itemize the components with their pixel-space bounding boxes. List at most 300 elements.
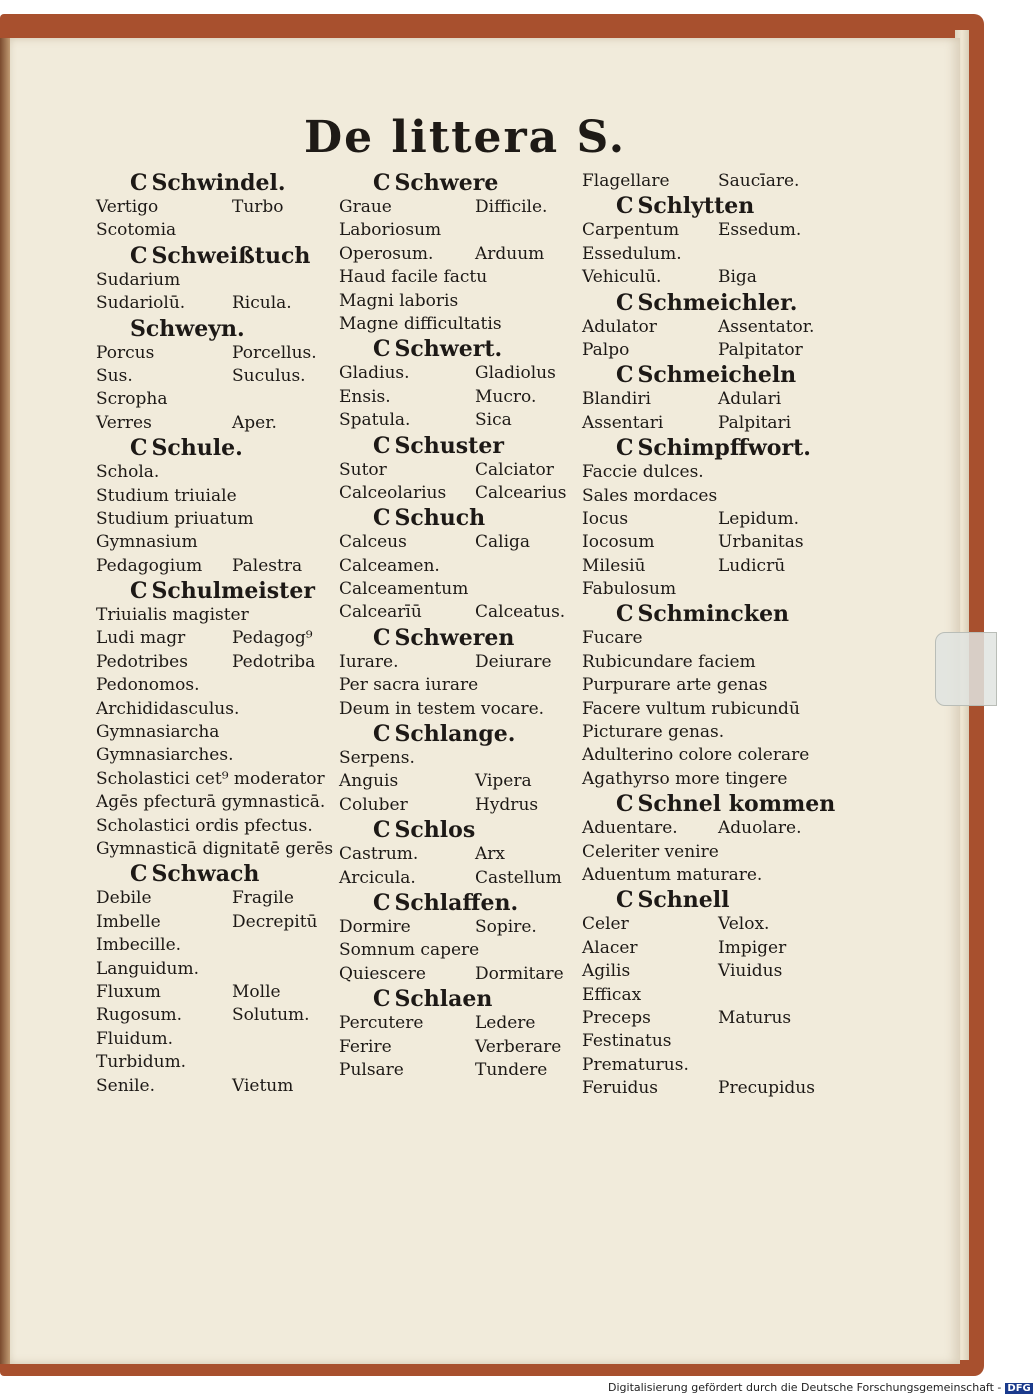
paragraph-mark: C: [616, 289, 634, 316]
term-left: Magne difficultatis: [339, 313, 502, 334]
entry-heading: [339, 817, 574, 843]
heading-text: Schmeicheln: [637, 362, 797, 389]
entry-line: [582, 817, 817, 840]
term-left: Sus.: [96, 365, 133, 386]
term-left: Ludi magr: [96, 628, 186, 649]
term-left: Scropha: [96, 389, 168, 410]
term-left: Debile: [96, 888, 152, 909]
entry-heading: [339, 433, 574, 459]
paragraph-mark: C: [373, 889, 391, 916]
term-left: Iocosum: [582, 532, 655, 553]
term-left: Efficax: [582, 984, 642, 1005]
term-left: Preceps: [582, 1007, 651, 1028]
entry-heading: [339, 890, 574, 916]
paragraph-mark: C: [616, 362, 634, 389]
term-left: Calceamen.: [339, 555, 440, 576]
entry-line: [96, 1051, 331, 1074]
entry-line: [96, 461, 331, 484]
paragraph-mark: C: [373, 505, 391, 532]
entry-heading: [339, 505, 574, 531]
entry-line: [582, 1054, 817, 1077]
entry-line: [582, 937, 817, 960]
entry-heading: [96, 578, 331, 604]
term-right: Ludicrū: [718, 555, 786, 576]
heading-text: Schwere: [394, 170, 499, 196]
entry-line: [96, 1075, 331, 1098]
term-left: Facere vultum rubicundū: [582, 698, 800, 719]
term-left: Anguis: [339, 771, 399, 792]
term-left: Studium priuatum: [96, 508, 254, 529]
entry-line: [96, 768, 331, 791]
term-right: Dormitare: [475, 963, 564, 984]
entry-line: [339, 1059, 574, 1082]
term-right: Mucro.: [475, 386, 537, 407]
entry-line: [96, 744, 331, 767]
entry-heading: [582, 435, 817, 461]
term-left: Vertigo: [96, 197, 159, 217]
term-right: Calcearius: [475, 482, 567, 503]
entry-line: [339, 651, 574, 674]
entry-line: [339, 939, 574, 962]
heading-text: Schweißtuch: [151, 242, 311, 269]
entry-line: [96, 1004, 331, 1027]
term-left: Archididasculus.: [96, 698, 240, 719]
entry-line: [339, 531, 574, 554]
heading-text: Schuster: [394, 432, 504, 459]
term-left: Scholastici cet⁹ moderator: [96, 768, 325, 789]
paragraph-mark: C: [373, 624, 391, 651]
entry-line: [96, 981, 331, 1004]
entry-heading: [96, 170, 331, 196]
entry-heading: [96, 861, 331, 887]
heading-text: Schmincken: [637, 601, 790, 628]
entry-line: [582, 841, 817, 864]
entry-line: [96, 604, 331, 627]
entry-line: [96, 1028, 331, 1051]
entry-line: [96, 269, 331, 292]
entry-line: [339, 578, 574, 601]
term-left: Imbelle: [96, 911, 161, 932]
entry-line: [96, 721, 331, 744]
entry-line: [96, 791, 331, 814]
entry-line: [339, 770, 574, 793]
term-left: Per sacra iurare: [339, 675, 479, 696]
term-left: Rubicundare faciem: [582, 651, 756, 672]
term-left: Sales mordaces: [582, 485, 718, 506]
entry-line: [96, 958, 331, 981]
term-left: Pedotribes: [96, 651, 188, 672]
entry-line: [582, 461, 817, 484]
term-left: Calceamentum: [339, 579, 469, 600]
entry-line: [339, 794, 574, 817]
term-right: Palpitari: [718, 412, 792, 433]
footer-credit: [608, 1381, 1033, 1394]
term-left: Serpens.: [339, 748, 415, 769]
term-right: Solutum.: [232, 1005, 310, 1026]
term-left: Operosum.: [339, 243, 434, 264]
heading-text: Schnel kommen: [637, 791, 836, 818]
term-left: Assentari: [582, 412, 664, 433]
entry-line: [96, 838, 334, 861]
term-left: Iurare.: [339, 651, 399, 672]
term-left: Fluidum.: [96, 1028, 173, 1049]
term-right: Caliga: [475, 532, 531, 553]
term-left: Percutere: [339, 1013, 424, 1034]
term-right: Calciator: [475, 459, 554, 480]
dfg-logo: DFG: [1007, 1383, 1031, 1394]
entry-line: [339, 409, 574, 432]
page-clip: [935, 632, 997, 706]
entry-line: [582, 627, 817, 650]
term-right: Hydrus: [475, 794, 539, 815]
heading-text: Schuch: [394, 505, 486, 532]
term-right: Saucīare.: [718, 171, 800, 191]
entry-line: [96, 412, 331, 435]
entry-line: [582, 744, 817, 767]
entry-line: [96, 292, 331, 315]
entry-line: [96, 627, 331, 650]
entry-line: [339, 362, 574, 385]
entry-heading: [339, 625, 574, 651]
paragraph-mark: C: [373, 432, 391, 459]
entry-line: [339, 313, 574, 336]
term-right: Pedotriba: [232, 651, 316, 672]
entry-line: [339, 867, 574, 890]
entry-line: [582, 412, 817, 435]
entry-line: [339, 916, 574, 939]
footer-text: Digitalisierung gefördert durch die Deutsche Forschungsgemeinschaft -: [608, 1381, 1002, 1394]
paragraph-mark: C: [373, 721, 391, 748]
entry-line: [339, 1036, 574, 1059]
entry-line: [96, 219, 331, 242]
paragraph-mark: C: [616, 791, 634, 818]
paragraph-mark: C: [616, 193, 634, 220]
heading-text: Schweyn.: [130, 315, 245, 342]
entry-heading: [339, 170, 574, 196]
entry-line: [339, 1012, 574, 1035]
term-right: Vietum: [232, 1075, 294, 1096]
entry-line: [339, 843, 574, 866]
term-left: Vehiculū.: [582, 267, 662, 288]
entry-line: [339, 482, 574, 505]
term-left: Sutor: [339, 459, 387, 480]
term-left: Scotomia: [96, 220, 177, 241]
term-left: Flagellare: [582, 171, 670, 191]
entry-heading: [96, 435, 331, 461]
term-right: Assentator.: [718, 316, 815, 337]
term-left: Adulator: [582, 316, 657, 337]
entry-heading: [582, 362, 817, 388]
entry-line: [582, 508, 817, 531]
term-left: Castrum.: [339, 844, 419, 865]
entry-heading: [582, 791, 836, 818]
term-left: Ferire: [339, 1036, 392, 1057]
term-right: Ledere: [475, 1013, 536, 1034]
term-right: Impiger: [718, 937, 787, 958]
entry-line: [339, 698, 574, 721]
paragraph-mark: C: [373, 170, 391, 196]
term-left: Agilis: [582, 961, 631, 982]
page-title: De littera S.: [303, 112, 627, 163]
term-right: Vipera: [475, 771, 532, 792]
column-1: [96, 170, 334, 1098]
column-3: [582, 170, 836, 1101]
term-left: Gladius.: [339, 363, 410, 384]
term-left: Deum in testem vocare.: [339, 698, 545, 719]
paragraph-mark: C: [130, 578, 148, 605]
term-left: Haud facile factu: [339, 267, 488, 288]
term-left: Calcearīū: [339, 602, 422, 623]
entry-line: [96, 815, 331, 838]
term-left: Studium triuiale: [96, 485, 237, 506]
entry-line: [582, 219, 817, 242]
term-right: Pedagog⁹: [232, 628, 313, 649]
term-right: Fragile: [232, 888, 294, 909]
term-left: Spatula.: [339, 410, 411, 431]
term-left: Essedulum.: [582, 243, 682, 264]
term-left: Quiescere: [339, 963, 426, 984]
term-left: Agathyrso more tingere: [582, 768, 788, 789]
term-left: Sudarium: [96, 269, 181, 290]
term-right: Viuidus: [718, 961, 783, 982]
term-left: Milesiū: [582, 555, 646, 576]
term-left: Coluber: [339, 794, 408, 815]
entry-line: [582, 531, 817, 554]
term-left: Aduentare.: [582, 818, 678, 839]
term-left: Agēs pfecturā gymnasticā.: [96, 792, 326, 813]
term-left: Adulterino colore colerare: [582, 745, 810, 766]
term-left: Celeriter venire: [582, 841, 719, 862]
term-left: Senile.: [96, 1075, 155, 1096]
entry-heading: [339, 986, 574, 1012]
entry-heading: [339, 336, 574, 362]
entry-line: [582, 243, 817, 266]
paragraph-mark: C: [130, 861, 148, 888]
paragraph-mark: C: [616, 887, 634, 914]
entry-line: [339, 219, 574, 242]
term-left: Gymnasiarches.: [96, 745, 234, 766]
paragraph-mark: C: [616, 601, 634, 628]
term-right: Precupidus: [718, 1078, 815, 1099]
heading-text: Schlos: [394, 817, 476, 844]
term-left: Arcicula.: [339, 867, 416, 888]
term-left: Ensis.: [339, 386, 391, 407]
term-right: Gladiolus: [475, 363, 556, 384]
entry-line: [582, 266, 817, 289]
entry-line: [339, 747, 574, 770]
term-left: Magni laboris: [339, 290, 459, 311]
heading-text: Schimpffwort.: [637, 435, 811, 462]
term-right: Tundere: [475, 1059, 548, 1080]
term-left: Porcus: [96, 342, 155, 363]
term-right: Maturus: [718, 1007, 792, 1028]
entry-line: [96, 342, 331, 365]
heading-text: Schlaen: [394, 986, 493, 1013]
term-left: Sudariolū.: [96, 293, 186, 314]
term-left: Alacer: [582, 937, 638, 958]
entry-line: [582, 1077, 817, 1100]
entry-line: [582, 485, 817, 508]
term-right: Sopire.: [475, 916, 537, 937]
term-right: Lepidum.: [718, 508, 800, 529]
entry-heading: [96, 316, 331, 342]
entry-line: [582, 960, 817, 983]
term-right: Castellum: [475, 867, 562, 888]
term-left: Laboriosum: [339, 220, 442, 241]
entry-line: [339, 386, 574, 409]
paragraph-mark: C: [373, 986, 391, 1013]
term-left: Gymnasiarcha: [96, 722, 220, 743]
term-right: Aper.: [232, 412, 277, 433]
entry-line: [339, 963, 574, 986]
term-left: Scholastici ordis pfectus.: [96, 815, 313, 836]
term-left: Graue: [339, 197, 392, 217]
entry-line: [582, 1030, 817, 1053]
term-left: Calceolarius: [339, 482, 447, 503]
term-left: Festinatus: [582, 1031, 672, 1052]
term-left: Fucare: [582, 628, 643, 649]
term-left: Pedagogium: [96, 555, 203, 576]
term-right: Ricula.: [232, 293, 292, 314]
heading-text: Schweren: [394, 624, 515, 651]
term-right: Velox.: [718, 914, 770, 935]
term-left: Pulsare: [339, 1059, 404, 1080]
term-right: Turbo: [232, 197, 284, 217]
term-left: Gymnasticā dignitatē gerēs: [96, 838, 334, 859]
entry-line: [582, 170, 817, 193]
term-left: Palpo: [582, 339, 630, 360]
term-left: Fabulosum: [582, 579, 677, 600]
term-left: Somnum capere: [339, 940, 480, 961]
entry-line: [96, 485, 331, 508]
entry-line: [96, 934, 331, 957]
entry-line: [582, 913, 817, 936]
term-right: Decrepitū: [232, 911, 318, 932]
heading-text: Schmeichler.: [637, 289, 798, 316]
term-left: Purpurare arte genas: [582, 675, 768, 696]
entry-line: [339, 266, 574, 289]
term-left: Prematurus.: [582, 1054, 689, 1075]
paragraph-mark: C: [130, 170, 148, 196]
entry-line: [96, 555, 331, 578]
entry-heading: [582, 290, 817, 316]
entry-line: [96, 887, 331, 910]
term-left: Dormire: [339, 916, 411, 937]
entry-line: [339, 243, 574, 266]
term-left: Triuialis magister: [96, 605, 249, 626]
entry-heading: [96, 243, 331, 269]
entry-line: [582, 984, 817, 1007]
paragraph-mark: C: [373, 817, 391, 844]
term-right: Aduolare.: [718, 818, 802, 839]
entry-line: [96, 196, 331, 219]
term-right: Deiurare: [475, 651, 552, 672]
paragraph-mark: C: [616, 435, 634, 462]
term-left: Aduentum maturare.: [582, 864, 763, 885]
entry-line: [96, 674, 331, 697]
entry-heading: [582, 193, 817, 219]
entry-line: [96, 365, 331, 388]
term-right: Verberare: [475, 1036, 562, 1057]
entry-line: [96, 508, 331, 531]
heading-text: Schule.: [151, 435, 243, 462]
entry-line: [582, 864, 817, 887]
term-left: Feruidus: [582, 1078, 658, 1099]
entry-line: [96, 911, 331, 934]
paragraph-mark: C: [130, 435, 148, 462]
entry-line: [96, 651, 331, 674]
entry-line: [339, 674, 574, 697]
entry-heading: [582, 887, 817, 913]
entry-line: [339, 290, 574, 313]
paragraph-mark: C: [373, 336, 391, 363]
heading-text: Schwach: [151, 861, 260, 888]
term-right: Suculus.: [232, 365, 306, 386]
book-binding: [0, 38, 10, 1364]
term-right: Difficile.: [475, 197, 548, 217]
entry-line: [96, 388, 331, 411]
heading-text: Schulmeister: [151, 578, 315, 605]
entry-line: [339, 555, 574, 578]
column-2: [339, 170, 574, 1082]
term-right: Urbanitas: [718, 532, 804, 553]
entry-line: [582, 555, 817, 578]
heading-text: Schlytten: [637, 193, 755, 220]
term-right: Calceatus.: [475, 602, 566, 623]
entry-line: [582, 388, 817, 411]
term-left: Pedonomos.: [96, 675, 200, 696]
term-left: Fluxum: [96, 981, 161, 1002]
term-right: Adulari: [718, 389, 782, 410]
heading-text: Schwert.: [394, 336, 503, 363]
entry-line: [582, 698, 817, 721]
entry-line: [96, 698, 331, 721]
term-left: Calceus: [339, 532, 407, 553]
paragraph-mark: C: [130, 242, 148, 269]
entry-line: [582, 578, 817, 601]
term-right: Palestra: [232, 555, 303, 576]
entry-line: [339, 601, 574, 624]
term-left: Iocus: [582, 508, 629, 529]
term-left: Imbecille.: [96, 935, 182, 956]
term-left: Rugosum.: [96, 1005, 183, 1026]
term-right: Porcellus.: [232, 342, 317, 363]
term-right: Biga: [718, 267, 757, 288]
heading-text: Schwindel.: [151, 170, 286, 196]
term-left: Celer: [582, 914, 629, 935]
term-right: Molle: [232, 981, 281, 1002]
entry-line: [582, 768, 817, 791]
term-right: Arx: [475, 844, 505, 865]
entry-line: [339, 459, 574, 482]
term-right: Essedum.: [718, 220, 802, 241]
heading-text: Schlange.: [394, 721, 516, 748]
term-right: Arduum: [475, 243, 545, 264]
heading-text: Schnell: [637, 887, 730, 914]
heading-text: Schlaffen.: [394, 889, 519, 916]
term-left: Blandiri: [582, 389, 651, 410]
term-left: Faccie dulces.: [582, 462, 704, 483]
entry-line: [582, 316, 817, 339]
term-left: Turbidum.: [96, 1052, 187, 1073]
entry-line: [96, 531, 331, 554]
term-left: Picturare genas.: [582, 722, 725, 743]
entry-line: [582, 651, 817, 674]
entry-line: [339, 196, 574, 219]
term-right: Palpitator: [718, 339, 803, 360]
entry-line: [582, 1007, 817, 1030]
entry-line: [582, 721, 817, 744]
